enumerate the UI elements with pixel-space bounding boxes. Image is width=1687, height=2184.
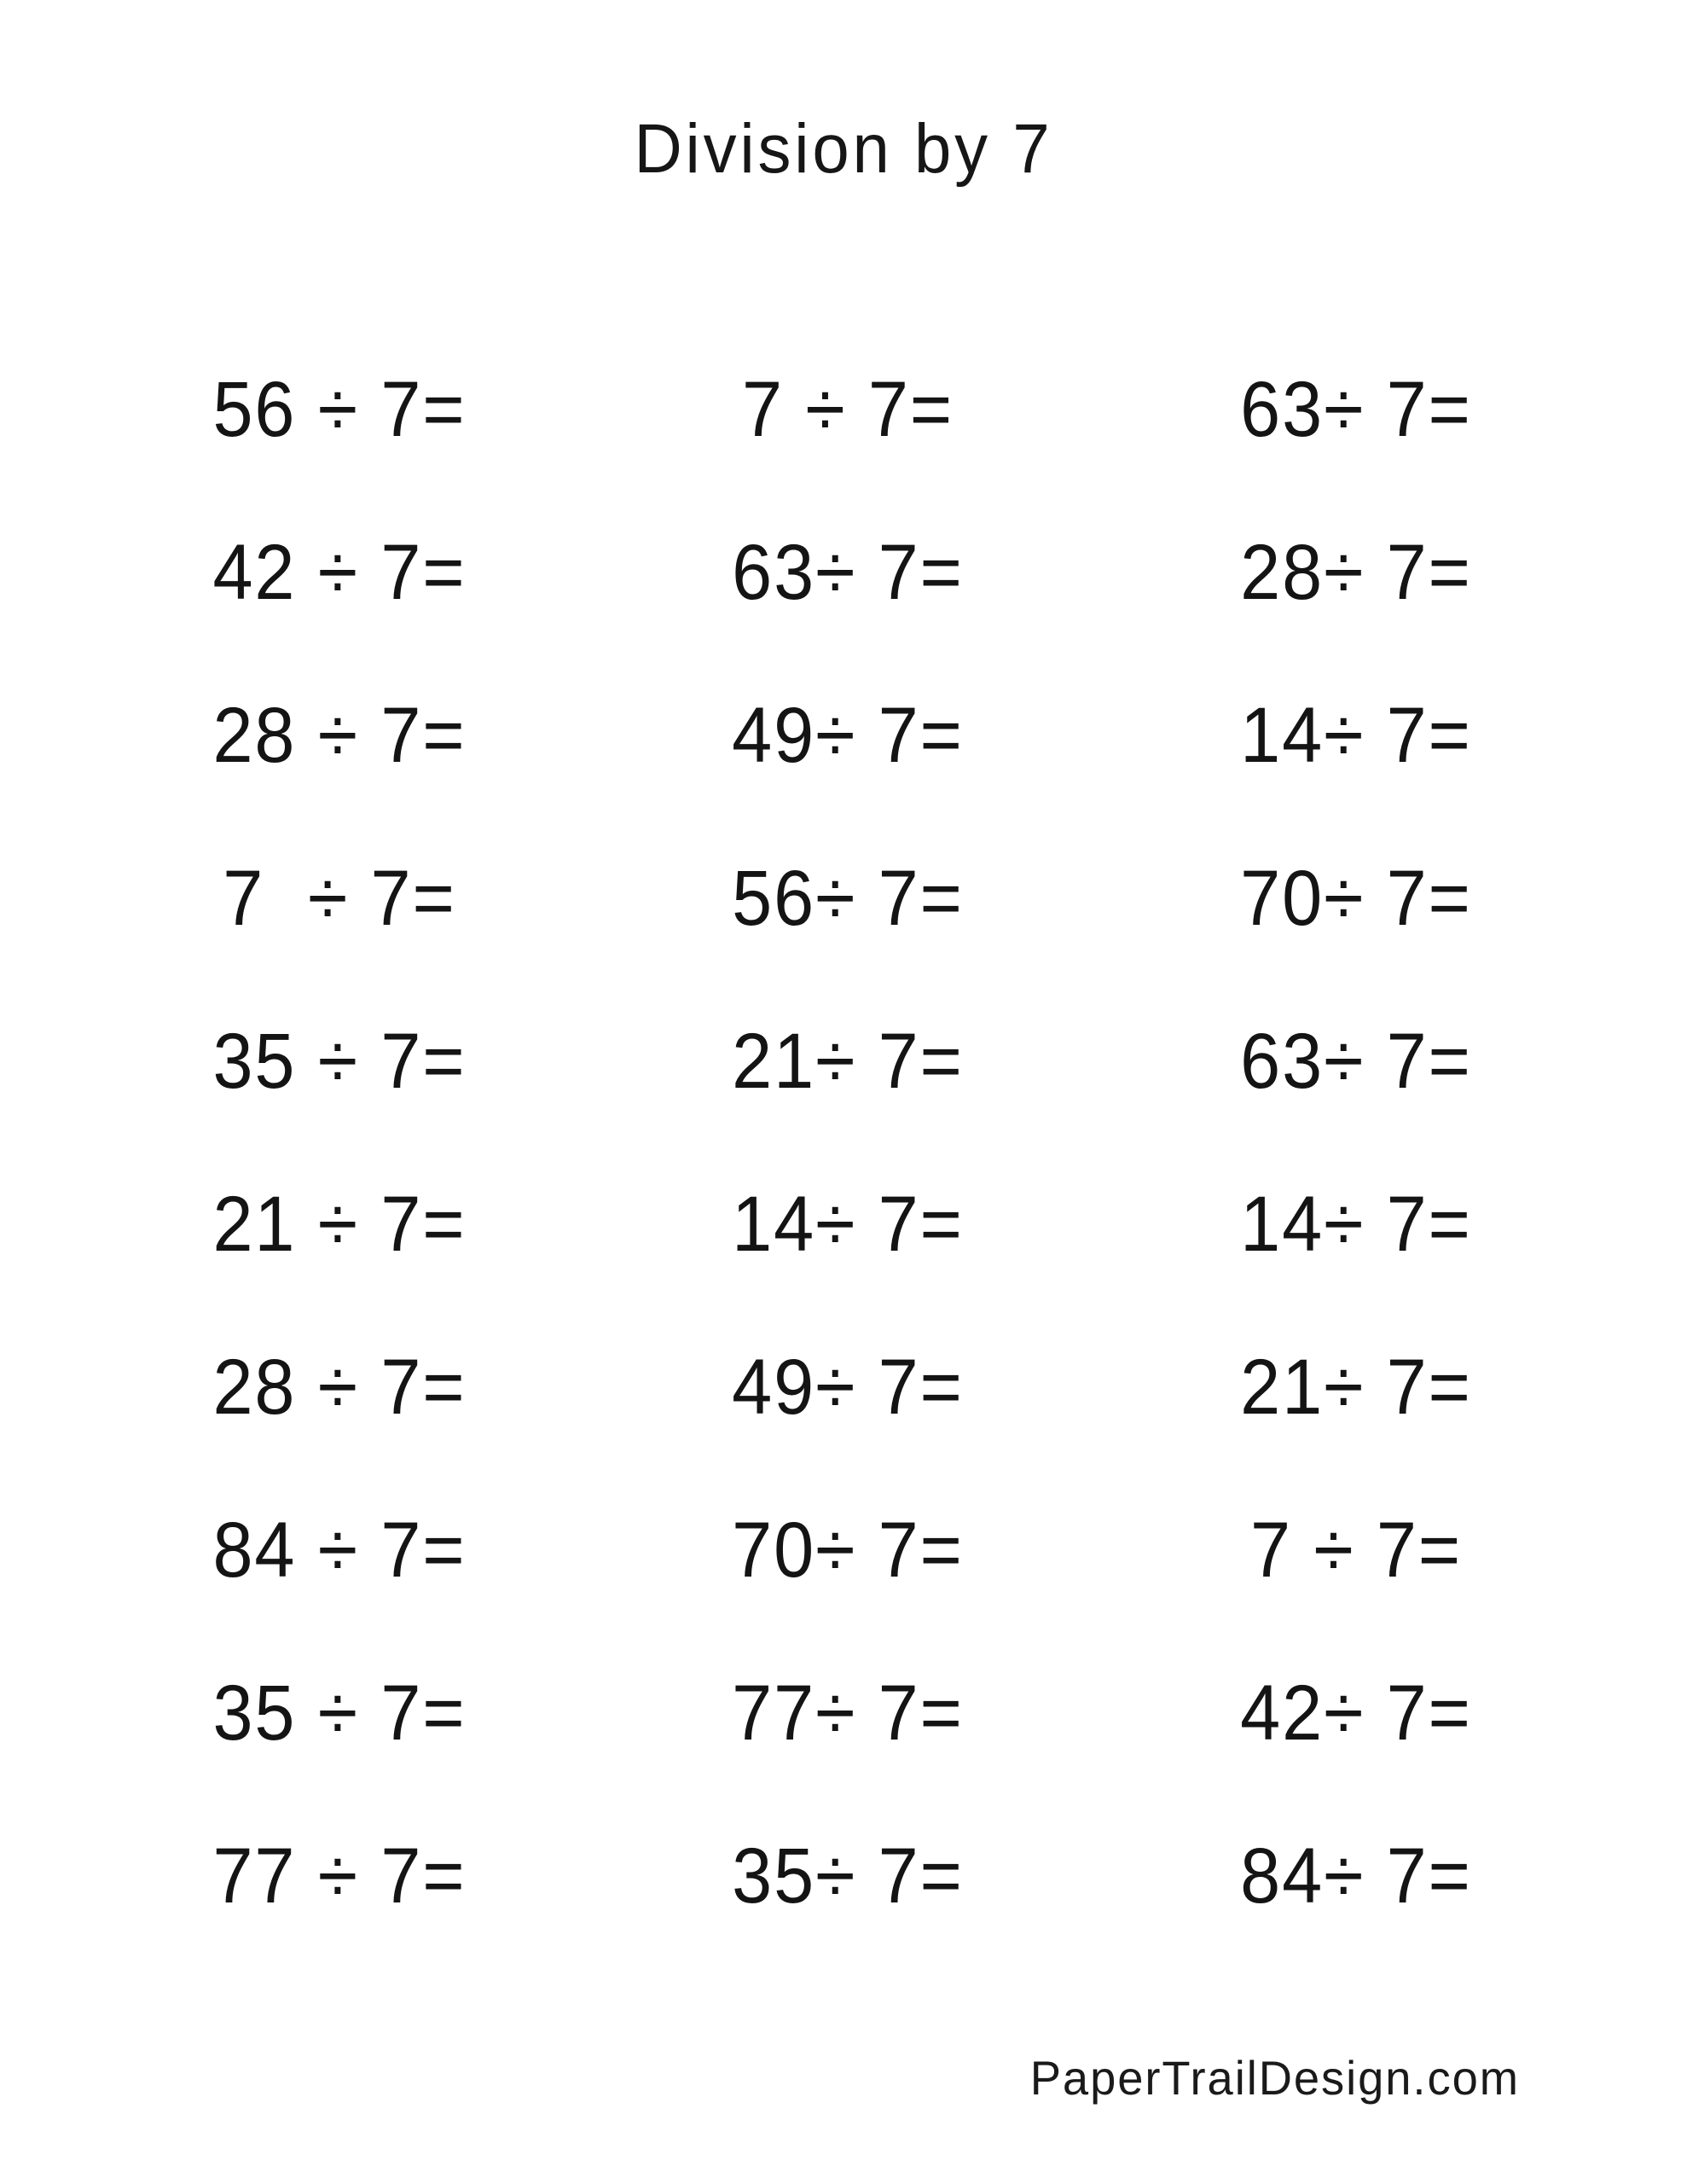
site-attribution: PaperTrailDesign.com <box>1029 2051 1520 2105</box>
division-problem: 21÷ 7= <box>1240 1344 1472 1431</box>
division-problem: 77 ÷ 7= <box>212 1833 467 1920</box>
division-problem: 56 ÷ 7= <box>212 366 467 453</box>
division-problem: 42÷ 7= <box>1240 1670 1472 1757</box>
problem-grid <box>85 328 1610 1958</box>
division-problem: 7 ÷ 7= <box>223 855 456 942</box>
division-problem: 14÷ 7= <box>1240 692 1472 779</box>
division-problem: 21÷ 7= <box>732 1018 964 1105</box>
division-problem: 77÷ 7= <box>732 1670 964 1757</box>
division-problem: 63÷ 7= <box>1240 366 1472 453</box>
division-problem: 35 ÷ 7= <box>212 1018 467 1105</box>
division-problem: 35 ÷ 7= <box>212 1670 467 1757</box>
division-problem: 28 ÷ 7= <box>212 692 467 779</box>
division-problem: 63÷ 7= <box>732 529 964 616</box>
division-problem: 49÷ 7= <box>732 692 964 779</box>
division-problem: 84 ÷ 7= <box>212 1507 467 1594</box>
division-problem: 28÷ 7= <box>1240 529 1472 616</box>
division-problem: 14÷ 7= <box>1240 1181 1472 1268</box>
division-problem: 21 ÷ 7= <box>212 1181 467 1268</box>
division-problem: 7 ÷ 7= <box>1249 1507 1463 1594</box>
division-problem: 56÷ 7= <box>732 855 964 942</box>
division-problem: 42 ÷ 7= <box>212 529 467 616</box>
division-problem: 7 ÷ 7= <box>741 366 954 453</box>
page-title: Division by 7 <box>634 110 1053 188</box>
division-problem: 63÷ 7= <box>1240 1018 1472 1105</box>
division-problem: 70÷ 7= <box>732 1507 964 1594</box>
division-problem: 84÷ 7= <box>1240 1833 1472 1920</box>
division-problem: 35÷ 7= <box>732 1833 964 1920</box>
division-problem: 70÷ 7= <box>1240 855 1472 942</box>
division-problem: 28 ÷ 7= <box>212 1344 467 1431</box>
division-problem: 14÷ 7= <box>732 1181 964 1268</box>
division-problem: 49÷ 7= <box>732 1344 964 1431</box>
